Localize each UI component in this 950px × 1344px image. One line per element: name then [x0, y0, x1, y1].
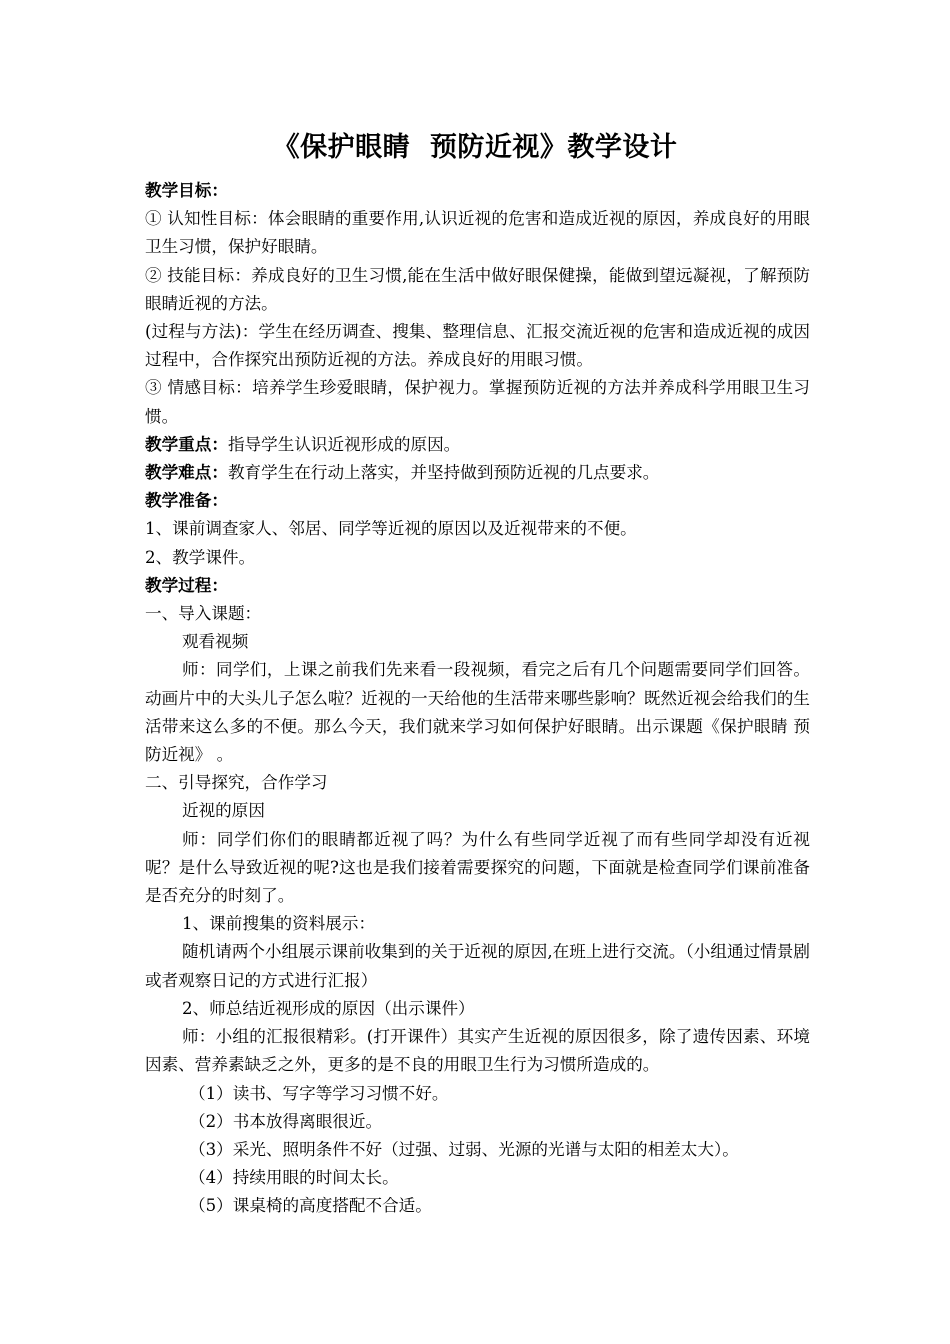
objective-skill: ② 技能目标：养成良好的卫生习惯,能在生活中做好眼保健操，能做到望远凝视，了解预防眼睛近视的方法。 — [145, 265, 810, 313]
part1-text: 师：同学们，上课之前我们先来看一段视频，看完之后有几个问题需要同学们回答。动画片中的大头儿子怎么啦？近视的一天给他的生活带来哪些影响？既然近视会给我们的生活带来这么多的不便。那么今天，我们就来学习如何保护好眼睛。出示课题《保护眼睛 预防近视》 。 — [145, 660, 810, 765]
document-body — [145, 177, 810, 1221]
objective-emotion: ③ 情感目标：培养学生珍爱眼睛，保护视力。掌握预防近视的方法并养成科学用眼卫生习惯。 — [145, 378, 810, 426]
part2-step1: 1、课前搜集的资料展示： — [182, 914, 376, 934]
key-point — [145, 431, 810, 459]
part2-step2-text: 师：小组的汇报很精彩。(打开课件）其实产生近视的原因很多，除了遗传因素、环境因素、营养素缺乏之外，更多的是不良的用眼卫生行为习惯所造成的。 — [145, 1027, 810, 1075]
cause-item-1: （1）读书、写字等学习习惯不好。 — [189, 1083, 449, 1103]
key-point-label: 教学重点： — [145, 434, 228, 454]
difficulty-text: 教育学生在行动上落实，并坚持做到预防近视的几点要求。 — [227, 463, 660, 483]
key-point-text: 指导学生认识近视形成的原因。 — [227, 434, 461, 454]
preparation-item-2: 2、教学课件。 — [145, 547, 256, 567]
document-title: 《保护眼睛 预防近视》教学设计 — [272, 132, 678, 163]
part1-subheading: 观看视频 — [182, 632, 249, 652]
objective-process-method: (过程与方法)：学生在经历调查、搜集、整理信息、汇报交流近视的危害和造成近视的成因过程中，合作探究出预防近视的方法。养成良好的用眼习惯。 — [145, 322, 810, 370]
cause-item-4: （4）持续用眼的时间太长。 — [189, 1168, 399, 1188]
process-heading: 教学过程： — [145, 575, 228, 595]
part2-step1-text: 随机请两个小组展示课前收集到的关于近视的原因,在班上进行交流。（小组通过情景剧或者观察日记的方式进行汇报） — [145, 942, 810, 990]
part2-step2: 2、师总结近视形成的原因（出示课件） — [182, 998, 475, 1018]
part2-heading: 二、引导探究，合作学习 — [145, 773, 328, 793]
preparation-item-1: 1、课前调查家人、邻居、同学等近视的原因以及近视带来的不便。 — [145, 519, 637, 539]
objectives-heading: 教学目标： — [145, 181, 228, 200]
difficulty-label: 教学难点： — [145, 463, 228, 483]
preparation-heading: 教学准备： — [145, 491, 228, 511]
part1-heading: 一、导入课题： — [145, 604, 262, 624]
objective-cognitive: ① 认知性目标：体会眼睛的重要作用,认识近视的危害和造成近视的原因，养成良好的用眼卫生习惯，保护好眼睛。 — [145, 209, 810, 257]
part2-subheading: 近视的原因 — [182, 801, 265, 821]
cause-item-3: （3）采光、照明条件不好（过强、过弱、光源的光谱与太阳的相差太大）。 — [189, 1139, 739, 1159]
part2-text: 师：同学们你们的眼睛都近视了吗？为什么有些同学近视了而有些同学却没有近视呢？是什么导致近视的呢?这也是我们接着需要探究的问题，下面就是检查同学们课前准备是否充分的时刻了。 — [145, 829, 810, 906]
difficulty — [145, 459, 810, 487]
cause-item-2: （2）书本放得离眼很近。 — [189, 1111, 383, 1131]
cause-item-5: （5）课桌椅的高度搭配不合适。 — [189, 1196, 432, 1216]
